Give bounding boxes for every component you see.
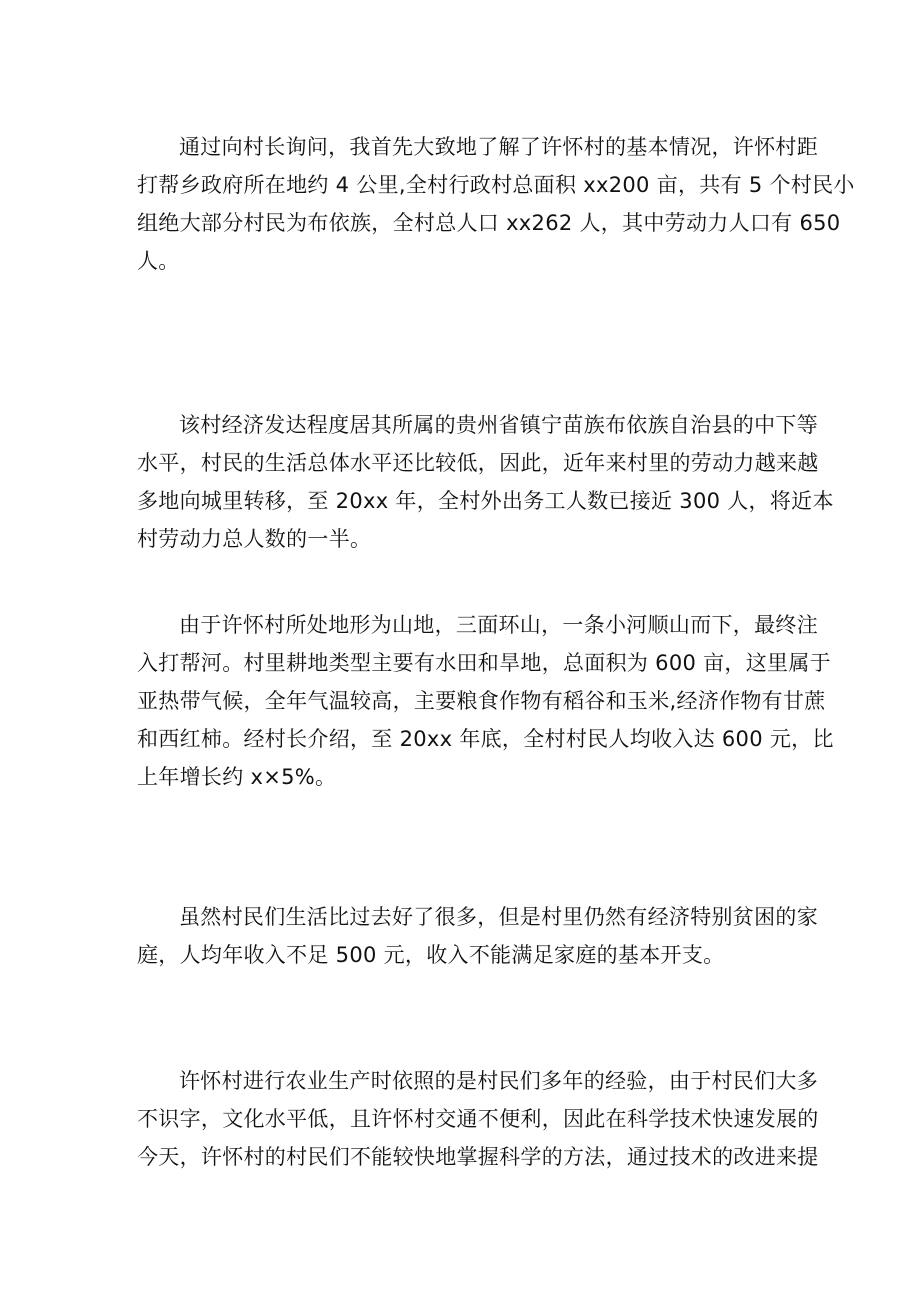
paragraph-geography-agriculture (137, 606, 834, 796)
paragraph-village-overview (137, 128, 855, 280)
text-line: 村劳动力总人数的一半。 (137, 527, 372, 551)
text-line: 水平，村民的生活总体水平还比较低，因此，近年来村里的劳动力越来越 (137, 451, 819, 475)
text-line: 由于许怀村所处地形为山地，三面环山，一条小河顺山而下，最终注 (179, 613, 818, 637)
paragraph-economy-level (137, 406, 834, 558)
text-line: 该村经济发达程度居其所属的贵州省镇宁苗族布依族自治县的中下等 (179, 413, 818, 437)
paragraph-farming-experience (137, 1062, 819, 1176)
text-line: 庭，人均年收入不足 500 元，收入不能满足家庭的基本开支。 (137, 943, 725, 967)
text-line: 多地向城里转移，至 20xx 年，全村外出务工人数已接近 300 人，将近本 (137, 489, 834, 513)
text-line: 通过向村长询问，我首先大致地了解了许怀村的基本情况，许怀村距 (179, 135, 818, 159)
text-line: 不识字，文化水平低，且许怀村交通不便利，因此在科学技术快速发展的 (137, 1107, 819, 1131)
text-line: 入打帮河。村里耕地类型主要有水田和旱地，总面积为 600 亩，这里属于 (137, 651, 831, 675)
text-line: 和西红柿。经村长介绍，至 20xx 年底，全村村民人均收入达 600 元，比 (137, 727, 834, 751)
text-line: 打帮乡政府所在地约 4 公里,全村行政村总面积 xx200 亩，共有 5 个村民小 (137, 173, 855, 197)
text-line: 人。 (137, 249, 180, 273)
text-line: 虽然村民们生活比过去好了很多，但是村里仍然有经济特别贫困的家 (179, 905, 818, 929)
text-line: 许怀村进行农业生产时依照的是村民们多年的经验，由于村民们大多 (179, 1069, 818, 1093)
paragraph-poverty (137, 898, 818, 974)
text-line: 今天，许怀村的村民们不能较快地掌握科学的方法，通过技术的改进来提 (137, 1145, 819, 1169)
text-line: 上年增长约 x×5%。 (137, 765, 337, 789)
text-line: 组绝大部分村民为布依族，全村总人口 xx262 人，其中劳动力人口有 650 (137, 211, 841, 235)
text-line: 亚热带气候，全年气温较高，主要粮食作物有稻谷和玉米,经济作物有甘蔗 (137, 689, 826, 713)
